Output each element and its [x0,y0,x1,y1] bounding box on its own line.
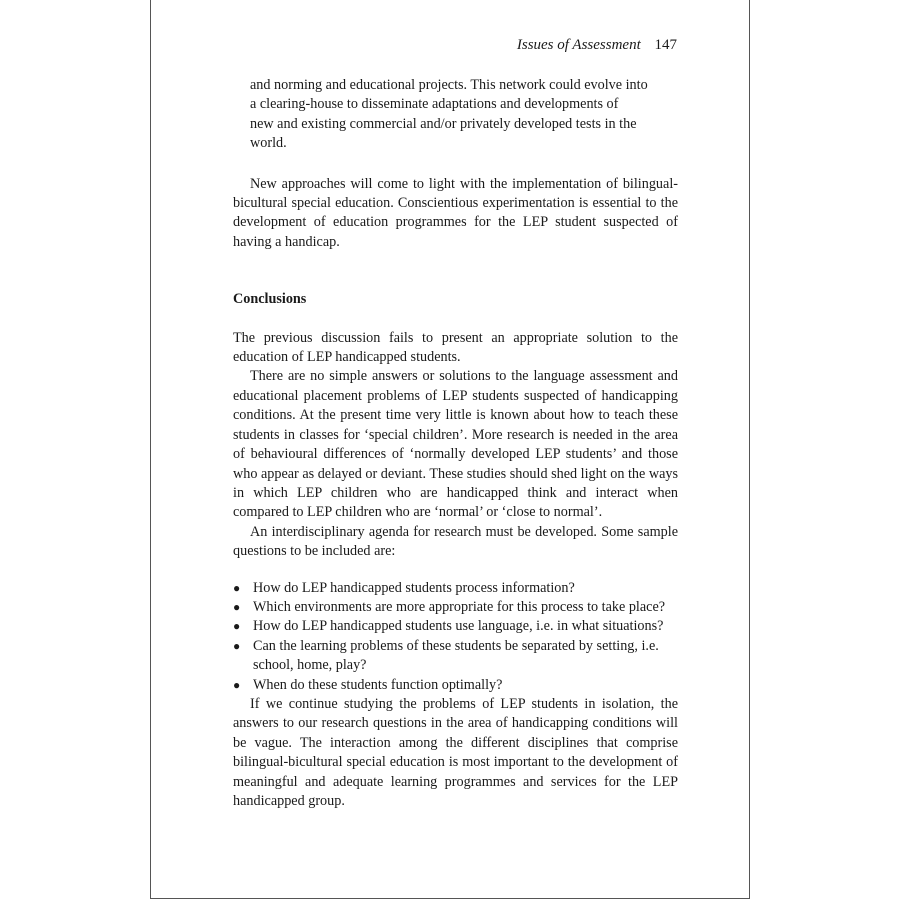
list-item: ● How do LEP handicapped students process information? [233,579,678,598]
page-body [233,76,678,811]
quote-line: world. [250,135,287,152]
paragraph-conclusion: If we continue studying the problems of LEP students in isolation, the answers to our research questions in the area of handicapping conditions will be vague. The interaction among the different disciplines that comprise bilingual-bicultural special education is most important to the development of meaningful and adequate learning programmes and services for the LEP handicapped group. [233,695,678,809]
block-quote [250,76,680,154]
page-number: 147 [654,37,677,53]
section-heading: Conclusions [233,291,307,308]
list-item: ● Which environments are more appropriate for this process to take place? [233,598,678,617]
running-title: Issues of Assessment [516,37,641,53]
list-item: ● How do LEP handicapped students use language, i.e. in what situations? [233,617,678,636]
quote-line: and norming and educational projects. This network could evolve into [250,77,648,93]
book-page [150,0,750,899]
quote-line: new and existing commercial and/or privately developed tests in the [250,115,637,132]
quote-line: a clearing-house to disseminate adaptations and developments of [250,96,619,113]
question-list [233,579,678,695]
list-item: ● Can the learning problems of these students be separated by setting, i.e. school, home, play? [233,637,678,676]
paragraph-new-approaches: New approaches will come to light with the implementation of bilingual-bicultural special education. Conscientious experimentation is essential to the development of education programmes for the LEP student suspected of having a handicap. [233,175,678,250]
list-item: ● When do these students function optimally? [233,676,678,695]
running-header [517,37,677,54]
paragraph-previous-discussion: The previous discussion fails to present an appropriate solution to the education of LEP handicapped students. [233,329,678,366]
paragraph-no-simple-answers: There are no simple answers or solutions to the language assessment and educational placement problems of LEP students suspected of handicapping conditions. At the present time very little is known about how to teach these students in classes for ‘special children’. More research is needed in the area of behavioural differences of ‘normally developed LEP students’ and those who appear as delayed or deviant. These studies should shed light on the ways in which LEP children who are handicapped think and interact when compared to LEP children who are ‘normal’ or ‘close to normal’. [233,368,678,521]
paragraph-research-agenda: An interdisciplinary agenda for research must be developed. Some sample questions to be included are: [233,523,678,560]
